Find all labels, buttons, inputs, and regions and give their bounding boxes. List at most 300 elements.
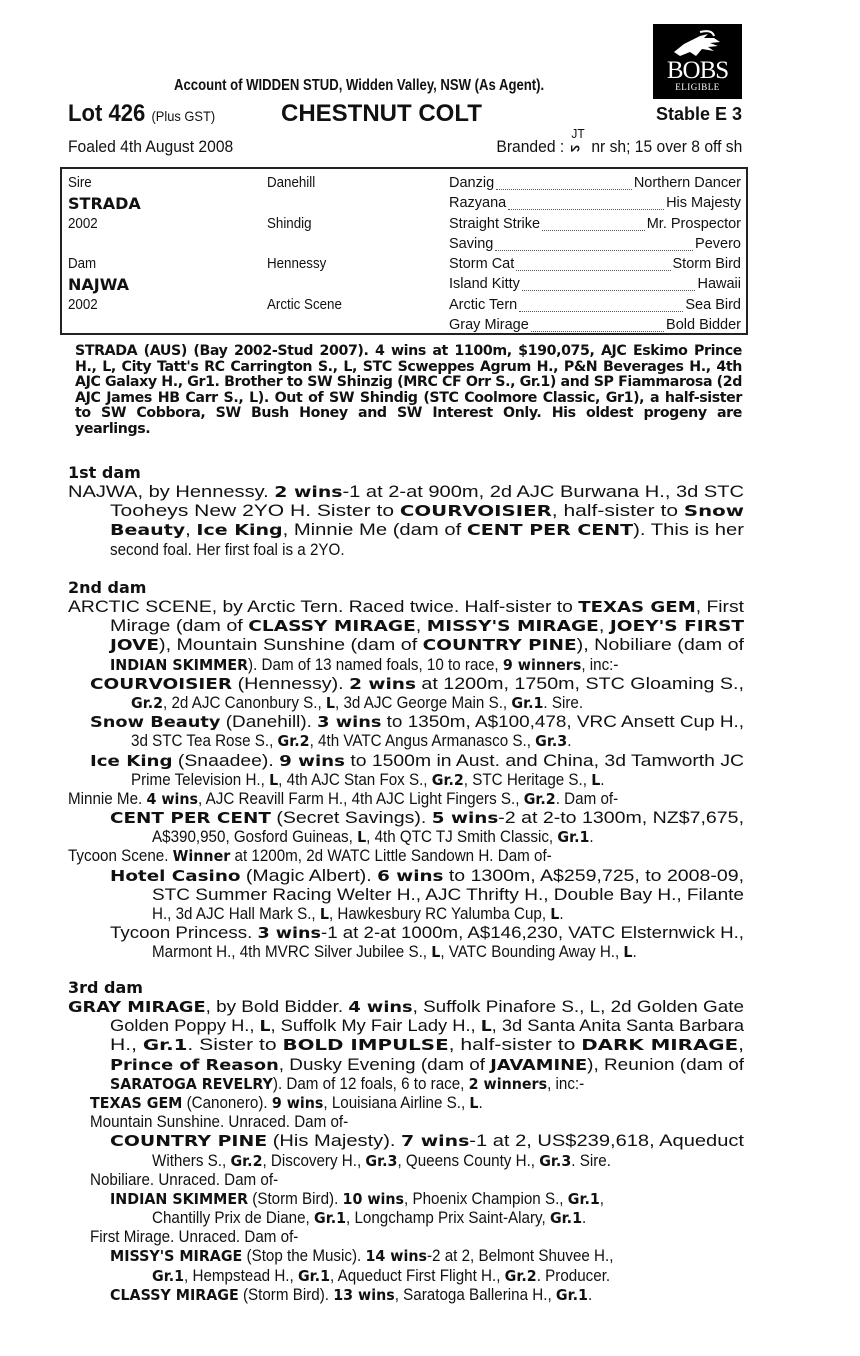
text-run: NAJWA, by Hennessy. [68, 483, 275, 501]
line-content [152, 886, 744, 905]
text-line [131, 771, 744, 790]
text-run: 3d STC Tea Rose S., [131, 732, 278, 751]
text-line [68, 483, 744, 502]
text-run: , Discovery H., [262, 1151, 366, 1170]
bold-run: Gr.3 [535, 732, 568, 751]
text-run: , by Bold Bidder. [205, 998, 349, 1016]
sire-name: STRADA [68, 194, 141, 213]
text-run: , Phoenix Champion S., [404, 1189, 568, 1208]
text-run: ARCTIC SCENE, by Arctic Tern. Raced twice. Half-sister to [68, 598, 579, 616]
bold-run: MISSY'S MIRAGE [426, 617, 599, 636]
line-content [131, 694, 583, 713]
text-line [110, 521, 744, 540]
bold-run: Gr.2 [230, 1151, 263, 1170]
bobs-eligible-logo [653, 24, 742, 99]
text-run: . [600, 770, 605, 789]
text-run: (Danehill). [220, 713, 318, 732]
leader-dots [519, 297, 683, 312]
text-run: , inc:- [547, 1074, 585, 1093]
text-line [131, 732, 744, 751]
text-run: . [478, 1093, 483, 1112]
text-line [110, 1056, 744, 1075]
line-content [110, 1075, 584, 1094]
text-run: . [589, 828, 594, 847]
great-grandparent-row [449, 317, 741, 337]
text-line [110, 867, 744, 886]
line-content [110, 1056, 744, 1075]
gg-name: Danzig [449, 175, 495, 191]
gg-sire: Hawaii [697, 276, 741, 292]
bold-run: GRAY MIRAGE [68, 998, 206, 1016]
text-run: second foal. Her first foal is a 2YO. [110, 540, 345, 559]
text-run: , First [695, 598, 744, 616]
text-run: , AJC Reavill Farm H., 4th AJC Light Fingers S., [198, 789, 524, 808]
bold-run: L [623, 943, 633, 962]
line-content [90, 1228, 298, 1247]
text-run: (Storm Bird). [238, 1285, 334, 1304]
line-content [110, 656, 618, 675]
bold-run: COUNTRY PINE [110, 1132, 268, 1151]
text-line [152, 1152, 744, 1171]
bold-run: MISSY'S MIRAGE [110, 1247, 243, 1266]
text-line [110, 502, 744, 521]
bold-run: 5 wins [431, 809, 499, 828]
leader-dots [542, 216, 645, 231]
text-run: . [587, 1285, 593, 1304]
line-content [90, 1113, 348, 1132]
text-run: Mountain Sunshine. Unraced. Dam of- [90, 1113, 349, 1132]
line-content [110, 1190, 604, 1209]
bold-run: Prince of Reason [110, 1055, 279, 1074]
line-content [110, 1247, 613, 1266]
bold-run: 3 wins [317, 713, 382, 732]
bold-run: 4 wins [348, 998, 413, 1016]
gg-sire: His Majesty [666, 195, 741, 211]
bold-run: Beauty [110, 521, 186, 540]
line-content [110, 541, 345, 560]
bold-run: 9 wins [271, 1093, 324, 1112]
text-run: (His Majesty). [267, 1132, 402, 1151]
gg-sire: Northern Dancer [633, 175, 741, 191]
text-line [68, 790, 744, 809]
text-run: , Hempstead H., [184, 1266, 298, 1285]
gg-name: Storm Cat [449, 256, 515, 272]
text-line [68, 847, 744, 866]
bold-run: INDIAN SKIMMER [110, 1189, 249, 1208]
text-line [90, 1094, 744, 1113]
bold-run: 3 wins [257, 924, 321, 943]
bold-run: Snow [683, 502, 744, 521]
line-content [90, 1171, 278, 1190]
gg-name: Straight Strike [449, 216, 541, 232]
line-content [90, 713, 744, 732]
bold-run: Winner [172, 847, 231, 866]
text-run: Golden Poppy H., [110, 1017, 260, 1036]
line-content [68, 847, 552, 866]
foaled-date: Foaled 4th August 2008 [68, 137, 234, 156]
text-run: ). This is her [633, 521, 744, 540]
bold-run: 10 wins [342, 1189, 405, 1208]
text-run: (Storm Bird). [248, 1189, 343, 1208]
text-run: to 1300m, A$259,725, to 2008-09, [443, 866, 744, 885]
line-content [131, 732, 571, 751]
bold-run: 2 wins [274, 483, 343, 501]
bold-run: CENT PER CENT [110, 809, 271, 828]
text-run: , Queens County H., [397, 1151, 540, 1170]
text-line [68, 598, 744, 617]
bold-run: Ice King [196, 521, 283, 540]
bold-run: L [325, 693, 336, 712]
bold-run: 6 wins [377, 866, 444, 885]
text-line [90, 752, 744, 771]
horse-head-icon [670, 30, 726, 60]
text-run: at 1200m, 2d WATC Little Sandown H. Dam of- [230, 847, 552, 866]
bold-run: Gr.1 [567, 1189, 600, 1208]
dam-name: NAJWA [68, 275, 130, 294]
gg-sire: Bold Bidder [666, 317, 741, 333]
text-run: . Sister to [187, 1036, 283, 1055]
dam-year: 2002 [68, 297, 98, 313]
bold-run: Gr.1 [549, 1209, 582, 1228]
great-grandparent-row [449, 297, 741, 317]
text-run: , Saratoga Ballerina H., [394, 1285, 556, 1304]
bold-run: Gr.3 [539, 1151, 572, 1170]
bold-run: Gr.1 [142, 1036, 188, 1055]
text-line [90, 1228, 744, 1247]
bold-run: Gr.2 [504, 1266, 537, 1285]
gg-sire: Mr. Prospector [646, 216, 741, 232]
line-content [110, 1036, 744, 1055]
text-run: , half-sister to [551, 502, 684, 521]
great-grandparent-row [449, 236, 741, 256]
bold-run: Gr.1 [313, 1209, 347, 1228]
gg-sire: Sea Bird [685, 297, 741, 313]
text-run: , 4th QTC TJ Smith Classic, [366, 828, 558, 847]
text-run: Tycoon Scene. [68, 847, 173, 866]
line-content [110, 521, 744, 540]
great-grandparent-row [449, 216, 741, 236]
text-run: -2 at 2-to 1300m, NZ$7,675, [498, 809, 744, 828]
bold-run: Gr.2 [431, 770, 464, 789]
text-run: . Sire. [571, 1151, 611, 1170]
text-line [152, 1267, 744, 1286]
bold-run: L [550, 905, 560, 923]
bold-run: 7 wins [401, 1132, 470, 1151]
text-line [110, 1017, 744, 1036]
text-run: -1 at 2, US$239,618, Aqueduct [469, 1132, 744, 1151]
text-line [110, 1036, 744, 1055]
text-run: (Stop the Music). [242, 1247, 366, 1266]
line-content [110, 636, 744, 655]
bold-run: COURVOISIER [90, 674, 233, 693]
bold-run: BOLD IMPULSE [282, 1036, 449, 1055]
text-run: , half-sister to [448, 1036, 582, 1055]
text-run: , [415, 617, 427, 636]
brand-top: JT [571, 126, 585, 141]
text-run: (Magic Albert). [240, 866, 378, 885]
bold-run: COUNTRY PINE [422, 636, 577, 655]
bold-run: Gr.1 [555, 1285, 588, 1304]
bold-run: Gr.2 [523, 789, 556, 808]
text-line [90, 1113, 744, 1132]
text-line [152, 828, 744, 847]
text-run: -2 at 2, Belmont Shuvee H., [426, 1247, 614, 1266]
gg-sire: Pevero [695, 236, 741, 252]
text-line [152, 905, 744, 924]
text-line [110, 1190, 744, 1209]
text-line [110, 656, 744, 675]
line-content [90, 1094, 483, 1113]
text-run: , [185, 521, 197, 540]
bold-run: L [357, 828, 367, 847]
bold-run: 9 winners [502, 655, 582, 674]
text-run: ), Reunion (dam of [587, 1055, 744, 1074]
lot-header [68, 100, 742, 130]
text-run: , 3d Santa Anita Santa Barbara [491, 1017, 744, 1036]
text-line [110, 1132, 744, 1151]
bold-run: 4 wins [146, 789, 199, 808]
leader-dots [522, 276, 696, 291]
second-dam-text [68, 598, 744, 963]
text-run: , Minnie Me (dam of [282, 521, 467, 540]
line-content [152, 905, 564, 924]
text-run: ). Dam of 12 foals, 6 to race, [272, 1074, 469, 1093]
bold-run: JOVE [110, 636, 160, 655]
bold-run: Hotel Casino [110, 866, 241, 885]
text-run: (Hennessy). [232, 674, 350, 693]
line-content [152, 1152, 611, 1171]
text-run: -1 at 2-at 1000m, A$146,230, VATC Elsternwick H., [320, 924, 744, 943]
sire-year: 2002 [68, 216, 98, 232]
bold-run: JAVAMINE [490, 1055, 588, 1074]
text-line [131, 694, 744, 713]
text-run: Tycoon Princess. [110, 924, 258, 943]
bold-run: SARATOGA REVELRY [110, 1074, 273, 1093]
bold-run: DARK MIRAGE [581, 1036, 739, 1055]
bold-run: L [259, 1017, 271, 1036]
text-run: , Suffolk My Fair Lady H., [270, 1017, 481, 1036]
text-line [110, 809, 744, 828]
line-content [68, 598, 744, 617]
line-content [68, 790, 618, 809]
line-content [152, 1267, 610, 1286]
text-run: H., [110, 1036, 143, 1055]
text-run: (Snaadee). [172, 751, 280, 770]
leader-dots [496, 175, 632, 190]
line-content [68, 998, 744, 1017]
bold-run: L [469, 1093, 479, 1112]
branded-text: nr sh; 15 over 8 off sh [591, 137, 742, 156]
line-content [131, 771, 605, 790]
text-run: ), Mountain Sunshine (dam of [159, 636, 423, 655]
text-run: (Secret Savings). [270, 809, 432, 828]
text-run: , Suffolk Pinafore S., L, 2d Golden Gate [412, 998, 745, 1016]
text-line [110, 1247, 744, 1266]
bold-run: TEXAS GEM [90, 1093, 183, 1112]
gg-name: Gray Mirage [449, 317, 529, 333]
granddam-paternal: Shindig [267, 216, 312, 232]
third-dam-heading: 3rd dam [68, 978, 143, 997]
bold-run: L [480, 1017, 492, 1036]
text-run: , [599, 1189, 605, 1208]
pedigree-table [60, 167, 748, 335]
granddam-maternal: Arctic Scene [267, 297, 342, 313]
bold-run: L [591, 770, 601, 789]
great-grandparent-row [449, 256, 741, 276]
leader-dots [516, 256, 670, 271]
great-grandparent-row [449, 276, 741, 296]
text-run: Tooheys New 2YO H. Sister to [110, 502, 400, 521]
bold-run: CENT PER CENT [466, 521, 634, 540]
line-content [110, 809, 744, 828]
text-run: A$390,950, Gosford Guineas, [152, 828, 358, 847]
text-line [110, 1075, 744, 1094]
stable-location: Stable E 3 [655, 104, 742, 124]
text-line [110, 636, 744, 655]
text-line [110, 924, 744, 943]
text-line [110, 1286, 744, 1305]
bold-run: Ice King [90, 751, 173, 770]
gg-name: Island Kitty [449, 276, 520, 292]
text-line [90, 675, 744, 694]
line-content [110, 502, 744, 521]
text-run: , inc:- [581, 655, 619, 674]
text-run: , Hawkesbury RC Yalumba Cup, [328, 905, 551, 923]
text-run: . [632, 943, 637, 962]
bold-run: COURVOISIER [399, 502, 552, 521]
bold-run: 2 winners [468, 1074, 548, 1093]
text-run: , STC Heritage S., [463, 770, 592, 789]
line-content [110, 617, 744, 636]
branded-label: Branded : [496, 137, 564, 156]
text-run: . Producer. [536, 1266, 611, 1285]
text-run: . Dam of- [555, 789, 619, 808]
first-dam-text [68, 483, 744, 560]
line-content [110, 867, 744, 886]
bold-run: 9 wins [279, 751, 345, 770]
bold-run: 2 wins [349, 674, 416, 693]
text-run: Withers S., [152, 1151, 231, 1170]
text-line [152, 886, 744, 905]
bold-run: 14 wins [365, 1247, 427, 1266]
bold-run: CLASSY MIRAGE [248, 617, 416, 636]
text-line [90, 713, 744, 732]
vendor-account: Account of WIDDEN STUD, Widden Valley, NSW (As Agent). [174, 77, 545, 94]
text-run: Minnie Me. [68, 789, 147, 808]
text-run: Chantilly Prix de Diane, [152, 1209, 314, 1228]
line-content [152, 1209, 586, 1228]
text-run: Marmont H., 4th MVRC Silver Jubilee S., [152, 943, 432, 962]
bold-run: Gr.2 [131, 693, 164, 712]
leader-dots [508, 195, 664, 210]
text-run: (Canonero). [182, 1093, 272, 1112]
branded-info [496, 126, 742, 157]
text-run: H., 3d AJC Hall Mark S., [152, 905, 320, 923]
line-content [152, 943, 637, 962]
bold-run: Gr.2 [277, 732, 310, 751]
text-run: , 2d AJC Canonbury S., [163, 693, 326, 712]
gg-name: Arctic Tern [449, 297, 518, 313]
gst-note: (Plus GST) [151, 108, 216, 124]
logo-subtitle: ELIGIBLE [675, 82, 720, 92]
text-run: . [581, 1209, 587, 1228]
text-run: . Sire. [543, 693, 584, 712]
line-content [110, 1017, 744, 1036]
leader-dots [531, 317, 664, 332]
text-run: First Mirage. Unraced. Dam of- [90, 1228, 299, 1247]
text-run: Prime Television H., [131, 770, 270, 789]
text-run: , Dusky Evening (dam of [278, 1055, 491, 1074]
great-grandparent-row [449, 195, 741, 215]
text-run: , Louisiana Airline S., [323, 1093, 470, 1112]
text-run: . [567, 732, 572, 751]
text-run: -1 at 2-at 900m, 2d AJC Burwana H., 3d STC [342, 483, 744, 501]
text-run: , Longchamp Prix Saint-Alary, [346, 1209, 550, 1228]
text-line [152, 1209, 744, 1228]
text-line [68, 998, 744, 1017]
text-run: , 4th AJC Stan Fox S., [278, 770, 432, 789]
gg-name: Saving [449, 236, 494, 252]
text-run: STC Summer Racing Welter H., AJC Thrifty H., Double Bay H., Filante [152, 885, 744, 904]
line-content [90, 752, 744, 771]
sire-label: Sire [68, 175, 92, 191]
line-content [110, 1132, 744, 1151]
bold-run: 13 wins [333, 1285, 395, 1304]
text-run: , Aqueduct First Flight H., [330, 1266, 505, 1285]
second-dam-heading: 2nd dam [68, 578, 147, 597]
text-run: , 3d AJC George Main S., [335, 693, 512, 712]
text-run: ). Dam of 13 named foals, 10 to race, [248, 655, 503, 674]
lot-label: Lot 426 [68, 100, 146, 127]
text-run: Nobiliare. Unraced. Dam of- [90, 1170, 279, 1189]
bold-run: INDIAN SKIMMER [110, 655, 249, 674]
line-content [110, 924, 744, 943]
bold-run: Gr.3 [365, 1151, 398, 1170]
third-dam-text [68, 998, 744, 1305]
brand-bottom: 2 [568, 144, 583, 153]
bold-run: L [319, 905, 329, 923]
line-content [90, 675, 744, 694]
bold-run: Gr.1 [557, 828, 590, 847]
line-content [68, 483, 744, 502]
gg-name: Razyana [449, 195, 507, 211]
bold-run: Gr.1 [152, 1266, 185, 1285]
line-content [152, 828, 594, 847]
bold-run: Gr.1 [511, 693, 544, 712]
logo-title: BOBS [666, 57, 729, 84]
text-line [90, 1171, 744, 1190]
bold-run: Gr.1 [297, 1266, 331, 1285]
text-run: to 1500m in Aust. and China, 3d Tamworth JC [344, 751, 744, 770]
bold-run: L [269, 770, 279, 789]
text-run: , 4th VATC Angus Armanasco S., [309, 732, 536, 751]
grandsire-maternal: Hennessy [267, 256, 327, 272]
text-run: Mirage (dam of [110, 617, 249, 636]
bold-run: L [431, 943, 441, 962]
great-grandparent-row [449, 175, 741, 195]
text-line [110, 617, 744, 636]
gg-sire: Storm Bird [672, 256, 741, 272]
text-line [152, 943, 744, 962]
grandsire-paternal: Danehill [267, 175, 316, 191]
sire-summary: STRADA (AUS) (Bay 2002-Stud 2007). 4 wins at 1100m, $190,075, AJC Eskimo Prince H., L, City Tatt's RC Carrington S., L, STC Scweppes Agrum H., P&N Beverages H., 4th AJC Galaxy H., Gr1. Brother to SW Shinzig (MRC CF Orr S., Gr.1) and SP Fiammarosa (2d AJC James HB Carr S., L). Out of SW Shindig (STC Coolmore Classic, Gr1), a half-sister to SW Cobbora, SW Bush Honey and SW Interest Only. His oldest progeny are yearlings. [75, 343, 742, 437]
bold-run: CLASSY MIRAGE [110, 1285, 239, 1304]
text-run: , [598, 617, 610, 636]
bold-run: Snow Beauty [90, 713, 221, 732]
leader-dots [495, 236, 693, 251]
line-content [110, 1286, 592, 1305]
bold-run: TEXAS GEM [578, 598, 696, 616]
